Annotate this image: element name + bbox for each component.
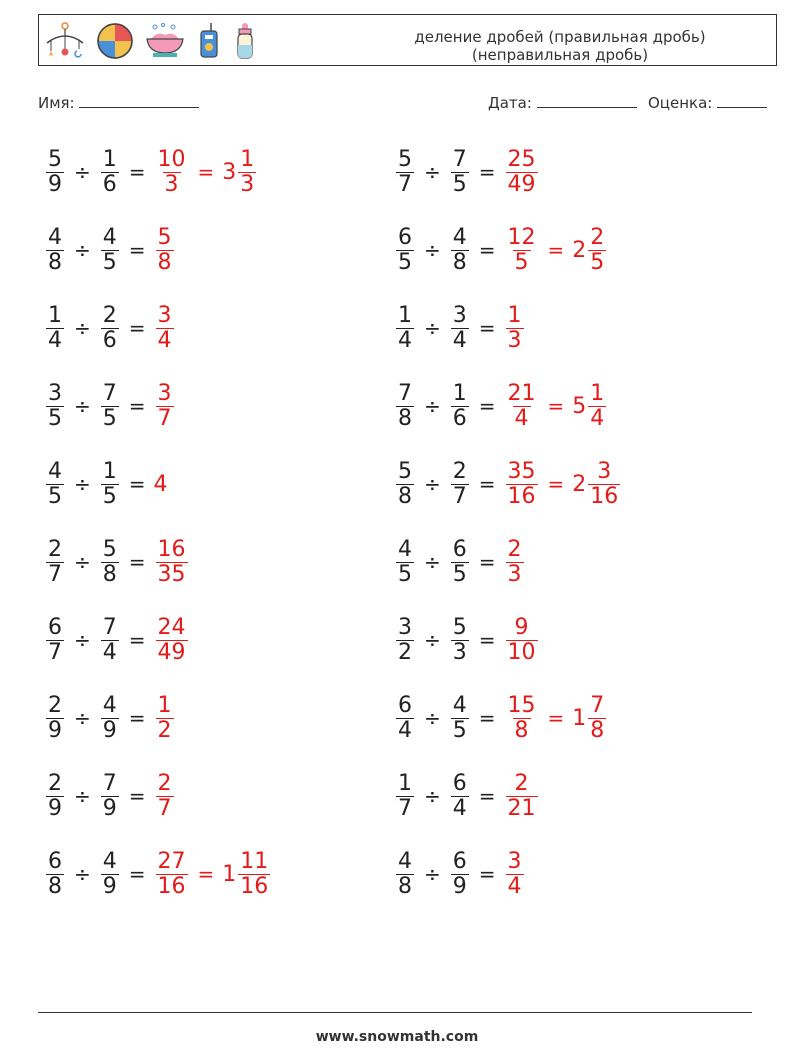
mixed-whole: 5	[572, 393, 587, 419]
problem-item	[44, 766, 176, 826]
divisor-fraction-numerator: 6	[452, 536, 467, 562]
mixed-fraction-numerator: 1	[590, 380, 605, 406]
equals-sign: =	[128, 706, 146, 730]
answer-whole: 4	[153, 471, 168, 497]
problem-item	[394, 688, 608, 748]
mixed-fraction-denominator: 4	[590, 405, 605, 431]
divisor-fraction-denominator: 9	[102, 795, 117, 821]
answer-fraction-numerator: 12	[507, 224, 536, 250]
dividend-fraction-numerator: 1	[48, 302, 62, 328]
divisor-fraction-numerator: 7	[102, 770, 117, 796]
mixed-fraction	[238, 148, 256, 197]
dividend-fraction	[46, 226, 64, 275]
answer-fraction	[156, 148, 188, 197]
answer-fraction-numerator: 21	[507, 380, 536, 406]
equals-sign-answer: =	[547, 706, 565, 730]
mixed-fraction-denominator: 8	[590, 717, 605, 743]
baby-bottle-icon	[231, 21, 259, 61]
equals-sign: =	[128, 316, 146, 340]
divisor-fraction-denominator: 5	[102, 249, 117, 275]
dividend-fraction-numerator: 4	[398, 848, 412, 874]
divisor-fraction-denominator: 5	[102, 405, 117, 431]
divide-sign: ÷	[424, 316, 441, 340]
mixed-fraction-denominator: 16	[240, 873, 269, 899]
equals-sign: =	[478, 394, 496, 418]
dividend-fraction	[46, 460, 64, 509]
divisor-fraction-numerator: 4	[102, 848, 117, 874]
title-line-1: деление дробей (правильная дробь)	[414, 28, 706, 46]
dividend-fraction-numerator: 5	[398, 146, 412, 172]
divide-sign: ÷	[74, 472, 91, 496]
dividend-fraction-denominator: 5	[48, 405, 62, 431]
divisor-fraction	[101, 460, 119, 509]
divisor-fraction-numerator: 1	[102, 146, 117, 172]
dividend-fraction-denominator: 5	[398, 249, 412, 275]
divisor-fraction-denominator: 7	[452, 483, 467, 509]
divisor-fraction-denominator: 5	[452, 717, 467, 743]
answer-fraction-denominator: 3	[507, 561, 522, 587]
baby-monitor-icon	[195, 21, 223, 61]
dividend-fraction-denominator: 8	[398, 873, 412, 899]
divide-sign: ÷	[74, 238, 91, 262]
divide-sign: ÷	[74, 550, 91, 574]
answer-fraction	[506, 850, 524, 899]
answer-fraction-denominator: 16	[157, 873, 186, 899]
equals-sign: =	[128, 394, 146, 418]
answer-fraction	[156, 616, 188, 665]
answer-fraction	[506, 538, 524, 587]
equals-sign: =	[478, 550, 496, 574]
answer-fraction-numerator: 35	[507, 458, 536, 484]
baby-bath-icon	[143, 21, 187, 61]
divide-sign: ÷	[424, 550, 441, 574]
mixed-whole: 1	[572, 705, 587, 731]
mixed-fraction	[588, 382, 606, 431]
name-label: Имя:	[38, 94, 75, 112]
dividend-fraction-numerator: 3	[48, 380, 62, 406]
answer-fraction-numerator: 3	[157, 302, 172, 328]
divisor-fraction-numerator: 2	[102, 302, 117, 328]
divisor-fraction	[101, 226, 119, 275]
dividend-fraction-numerator: 1	[398, 302, 412, 328]
divisor-fraction-numerator: 2	[452, 458, 467, 484]
divide-sign: ÷	[424, 472, 441, 496]
problem-item	[394, 220, 608, 280]
equals-sign-answer: =	[547, 472, 565, 496]
equals-sign-answer: =	[197, 160, 215, 184]
divisor-fraction-denominator: 3	[452, 639, 467, 665]
divisor-fraction	[101, 616, 119, 665]
dividend-fraction-numerator: 1	[398, 770, 412, 796]
divisor-fraction	[451, 460, 469, 509]
equals-sign: =	[128, 160, 146, 184]
footer-divider	[38, 1012, 752, 1013]
dividend-fraction-numerator: 4	[398, 536, 412, 562]
problem-item	[394, 376, 608, 436]
answer-fraction-numerator: 10	[157, 146, 186, 172]
dividend-fraction	[396, 226, 414, 275]
dividend-fraction-numerator: 3	[398, 614, 412, 640]
divisor-fraction-denominator: 8	[452, 249, 467, 275]
dividend-fraction	[396, 616, 414, 665]
divisor-fraction-numerator: 4	[102, 692, 117, 718]
divisor-fraction	[451, 850, 469, 899]
problem-item	[44, 376, 176, 436]
dividend-fraction	[46, 616, 64, 665]
answer-fraction-denominator: 2	[157, 717, 172, 743]
answer-fraction	[156, 694, 174, 743]
divisor-fraction	[451, 772, 469, 821]
divisor-fraction-numerator: 7	[452, 146, 467, 172]
dividend-fraction-numerator: 6	[48, 614, 62, 640]
problem-item	[44, 532, 190, 592]
mixed-whole: 2	[572, 471, 587, 497]
equals-sign: =	[478, 160, 496, 184]
answer-fraction-numerator: 24	[157, 614, 186, 640]
divide-sign: ÷	[424, 394, 441, 418]
header-icons	[43, 19, 259, 63]
mixed-fraction-numerator: 2	[590, 224, 605, 250]
divide-sign: ÷	[74, 394, 91, 418]
divisor-fraction-denominator: 5	[102, 483, 117, 509]
mixed-whole: 3	[222, 159, 237, 185]
problem-item	[44, 844, 272, 904]
dividend-fraction-denominator: 8	[48, 873, 62, 899]
answer-fraction	[506, 148, 538, 197]
equals-sign-answer: =	[197, 862, 215, 886]
problem-item	[44, 454, 168, 514]
equals-sign: =	[478, 706, 496, 730]
divisor-fraction-numerator: 7	[102, 614, 117, 640]
mixed-fraction-numerator: 1	[240, 146, 255, 172]
name-field	[38, 94, 199, 112]
dividend-fraction-numerator: 2	[48, 692, 62, 718]
equals-sign: =	[478, 238, 496, 262]
mixed-fraction	[588, 460, 620, 509]
baby-mobile-icon	[43, 19, 87, 63]
dividend-fraction	[46, 694, 64, 743]
answer-fraction-numerator: 25	[507, 146, 536, 172]
divisor-fraction-numerator: 5	[452, 614, 467, 640]
problem-item	[394, 610, 540, 670]
dividend-fraction	[46, 382, 64, 431]
equals-sign: =	[128, 862, 146, 886]
problem-item	[394, 454, 622, 514]
answer-fraction-denominator: 7	[157, 405, 172, 431]
mixed-fraction-denominator: 5	[590, 249, 605, 275]
divisor-fraction-denominator: 5	[452, 171, 467, 197]
problem-item	[44, 688, 176, 748]
answer-fraction-denominator: 35	[157, 561, 186, 587]
divisor-fraction	[451, 538, 469, 587]
answer-fraction-numerator: 16	[157, 536, 186, 562]
answer-fraction-denominator: 8	[157, 249, 172, 275]
problem-item	[44, 142, 258, 202]
equals-sign: =	[478, 628, 496, 652]
divisor-fraction-numerator: 7	[102, 380, 117, 406]
problem-item	[394, 142, 540, 202]
answer-fraction-numerator: 2	[507, 536, 522, 562]
dividend-fraction-denominator: 9	[48, 717, 62, 743]
dividend-fraction-denominator: 5	[398, 561, 412, 587]
divisor-fraction-numerator: 1	[102, 458, 117, 484]
answer-fraction-numerator: 27	[157, 848, 186, 874]
equals-sign: =	[128, 784, 146, 808]
dividend-fraction-numerator: 6	[48, 848, 62, 874]
answer-fraction	[506, 226, 538, 275]
mixed-whole: 1	[222, 861, 237, 887]
mixed-fraction-numerator: 11	[240, 848, 269, 874]
dividend-fraction	[396, 304, 414, 353]
dividend-fraction	[396, 382, 414, 431]
divide-sign: ÷	[424, 706, 441, 730]
dividend-fraction-denominator: 9	[48, 171, 62, 197]
divisor-fraction-numerator: 6	[452, 770, 467, 796]
dividend-fraction-denominator: 7	[398, 795, 412, 821]
answer-fraction-denominator: 4	[507, 873, 522, 899]
answer-fraction-denominator: 8	[514, 717, 529, 743]
divisor-fraction-numerator: 4	[452, 692, 467, 718]
worksheet-title	[380, 28, 740, 64]
dividend-fraction	[46, 850, 64, 899]
divisor-fraction	[101, 850, 119, 899]
divide-sign: ÷	[74, 706, 91, 730]
dividend-fraction	[396, 772, 414, 821]
answer-fraction-numerator: 5	[157, 224, 172, 250]
divide-sign: ÷	[74, 160, 91, 184]
divisor-fraction-denominator: 4	[102, 639, 117, 665]
dividend-fraction-numerator: 5	[48, 146, 62, 172]
divisor-fraction-numerator: 4	[452, 224, 467, 250]
divisor-fraction-denominator: 8	[102, 561, 117, 587]
dividend-fraction	[396, 850, 414, 899]
answer-fraction-numerator: 3	[157, 380, 172, 406]
problem-item	[394, 766, 540, 826]
dividend-fraction-denominator: 5	[48, 483, 62, 509]
equals-sign: =	[128, 238, 146, 262]
problem-item	[44, 298, 176, 358]
problem-item	[394, 844, 526, 904]
dividend-fraction-numerator: 6	[398, 224, 412, 250]
dividend-fraction	[46, 772, 64, 821]
dividend-fraction-denominator: 4	[48, 327, 62, 353]
dividend-fraction-denominator: 4	[398, 717, 412, 743]
dividend-fraction	[396, 460, 414, 509]
equals-sign: =	[478, 472, 496, 496]
dividend-fraction-numerator: 4	[48, 224, 62, 250]
dividend-fraction-denominator: 4	[398, 327, 412, 353]
mixed-whole: 2	[572, 237, 587, 263]
answer-fraction-denominator: 5	[514, 249, 529, 275]
dividend-fraction	[396, 148, 414, 197]
answer-fraction-numerator: 2	[157, 770, 172, 796]
divisor-fraction	[451, 304, 469, 353]
dividend-fraction	[396, 538, 414, 587]
divisor-fraction	[101, 148, 119, 197]
dividend-fraction-numerator: 5	[398, 458, 412, 484]
divisor-fraction-denominator: 4	[452, 795, 467, 821]
dividend-fraction-numerator: 6	[398, 692, 412, 718]
equals-sign: =	[478, 862, 496, 886]
dividend-fraction	[46, 538, 64, 587]
answer-fraction-denominator: 3	[507, 327, 522, 353]
divisor-fraction-numerator: 5	[102, 536, 117, 562]
dividend-fraction-numerator: 4	[48, 458, 62, 484]
answer-fraction-denominator: 49	[507, 171, 536, 197]
answer-fraction-denominator: 4	[514, 405, 529, 431]
divisor-fraction-numerator: 1	[452, 380, 467, 406]
answer-fraction	[506, 694, 538, 743]
answer-fraction	[156, 382, 174, 431]
dividend-fraction-denominator: 8	[398, 405, 412, 431]
grade-field	[648, 94, 767, 112]
dividend-fraction-denominator: 7	[48, 639, 62, 665]
dividend-fraction-numerator: 7	[398, 380, 412, 406]
divisor-fraction-numerator: 6	[452, 848, 467, 874]
answer-fraction-denominator: 16	[507, 483, 536, 509]
divisor-fraction-denominator: 9	[102, 717, 117, 743]
answer-fraction-numerator: 1	[157, 692, 172, 718]
dividend-fraction	[396, 694, 414, 743]
name-blank[interactable]	[79, 95, 199, 108]
mixed-fraction	[588, 694, 606, 743]
answer-fraction	[156, 304, 174, 353]
divisor-fraction-denominator: 9	[102, 873, 117, 899]
divide-sign: ÷	[424, 784, 441, 808]
dividend-fraction-denominator: 8	[398, 483, 412, 509]
divisor-fraction	[101, 304, 119, 353]
dividend-fraction-numerator: 2	[48, 770, 62, 796]
answer-fraction-denominator: 7	[157, 795, 172, 821]
answer-fraction-denominator: 49	[157, 639, 186, 665]
date-field	[488, 94, 637, 112]
answer-fraction-denominator: 10	[507, 639, 536, 665]
answer-fraction	[506, 304, 524, 353]
mixed-fraction-denominator: 16	[590, 483, 619, 509]
answer-fraction-denominator: 4	[157, 327, 172, 353]
answer-fraction-denominator: 21	[507, 795, 536, 821]
divide-sign: ÷	[424, 160, 441, 184]
divide-sign: ÷	[74, 862, 91, 886]
dividend-fraction-numerator: 2	[48, 536, 62, 562]
divisor-fraction-denominator: 6	[452, 405, 467, 431]
dividend-fraction-denominator: 2	[398, 639, 412, 665]
mixed-fraction-numerator: 7	[590, 692, 605, 718]
dividend-fraction-denominator: 8	[48, 249, 62, 275]
footer-site: www.snowmath.com	[315, 1029, 479, 1045]
divisor-fraction-denominator: 6	[102, 327, 117, 353]
divisor-fraction	[451, 226, 469, 275]
worksheet-header	[38, 14, 777, 66]
equals-sign-answer: =	[547, 394, 565, 418]
answer-fraction-numerator: 9	[514, 614, 529, 640]
title-line-2: (неправильная дробь)	[471, 46, 649, 64]
answer-fraction-numerator: 3	[507, 848, 522, 874]
divisor-fraction	[451, 382, 469, 431]
dividend-fraction-denominator: 7	[48, 561, 62, 587]
divisor-fraction-numerator: 3	[452, 302, 467, 328]
answer-fraction	[506, 616, 538, 665]
divide-sign: ÷	[424, 862, 441, 886]
dividend-fraction	[46, 304, 64, 353]
answer-fraction	[506, 772, 538, 821]
divisor-fraction	[101, 538, 119, 587]
equals-sign: =	[478, 784, 496, 808]
answer-fraction	[156, 772, 174, 821]
divisor-fraction-denominator: 6	[102, 171, 117, 197]
mixed-fraction	[588, 226, 606, 275]
equals-sign: =	[128, 628, 146, 652]
divisor-fraction-denominator: 4	[452, 327, 467, 353]
dividend-fraction	[46, 148, 64, 197]
mixed-fraction	[238, 850, 270, 899]
divide-sign: ÷	[74, 628, 91, 652]
equals-sign: =	[128, 550, 146, 574]
divisor-fraction	[101, 772, 119, 821]
divisor-fraction	[101, 694, 119, 743]
answer-fraction-numerator: 1	[507, 302, 522, 328]
divide-sign: ÷	[424, 628, 441, 652]
equals-sign: =	[478, 316, 496, 340]
equals-sign: =	[128, 472, 146, 496]
dividend-fraction-denominator: 7	[398, 171, 412, 197]
problem-item	[44, 220, 176, 280]
answer-fraction	[156, 850, 188, 899]
answer-fraction-numerator: 2	[514, 770, 529, 796]
divide-sign: ÷	[74, 784, 91, 808]
equals-sign-answer: =	[547, 238, 565, 262]
date-blank[interactable]	[537, 95, 637, 108]
divisor-fraction	[451, 616, 469, 665]
beach-ball-icon	[95, 21, 135, 61]
dividend-fraction-denominator: 9	[48, 795, 62, 821]
problem-item	[394, 532, 526, 592]
divisor-fraction	[451, 148, 469, 197]
mixed-fraction-denominator: 3	[240, 171, 255, 197]
answer-fraction	[506, 382, 538, 431]
grade-label: Оценка:	[648, 94, 713, 112]
divisor-fraction-denominator: 5	[452, 561, 467, 587]
grade-blank[interactable]	[717, 95, 767, 108]
divisor-fraction-numerator: 4	[102, 224, 117, 250]
answer-fraction-numerator: 15	[507, 692, 536, 718]
problem-item	[44, 610, 190, 670]
divide-sign: ÷	[424, 238, 441, 262]
answer-fraction	[506, 460, 538, 509]
divide-sign: ÷	[74, 316, 91, 340]
problem-item	[394, 298, 526, 358]
answer-fraction	[156, 226, 174, 275]
divisor-fraction	[451, 694, 469, 743]
mixed-fraction-numerator: 3	[597, 458, 612, 484]
divisor-fraction-denominator: 9	[452, 873, 467, 899]
date-label: Дата:	[488, 94, 532, 112]
divisor-fraction	[101, 382, 119, 431]
answer-fraction-denominator: 3	[164, 171, 179, 197]
answer-fraction	[156, 538, 188, 587]
